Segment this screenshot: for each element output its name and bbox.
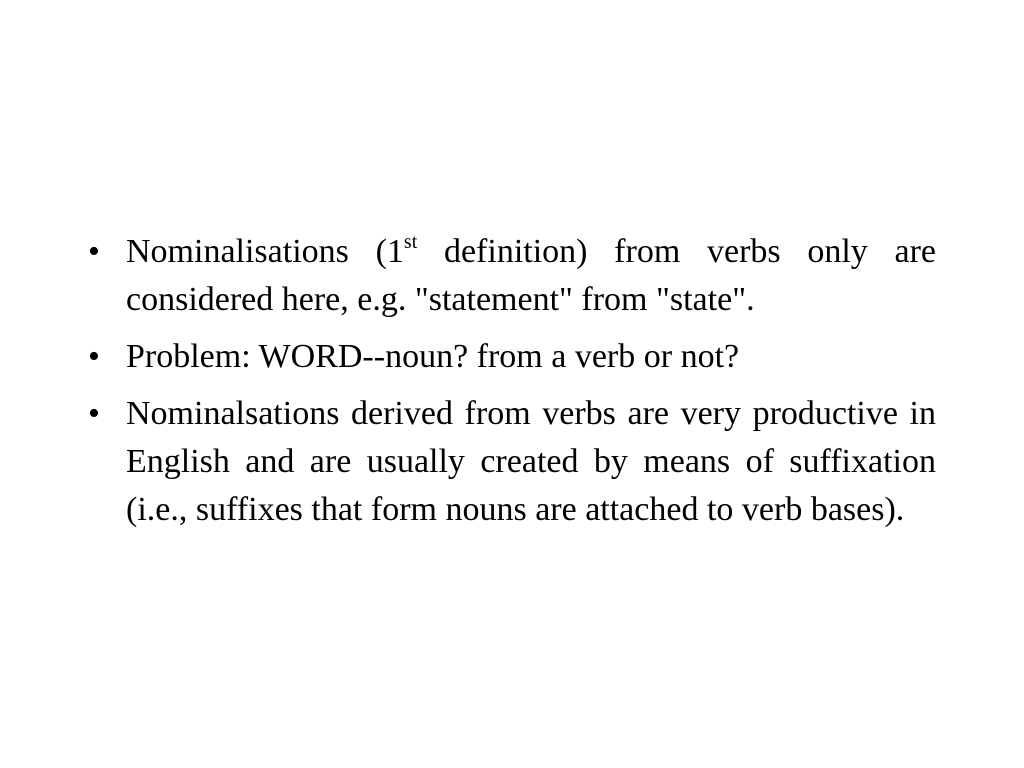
bullet-icon: •: [88, 338, 100, 375]
bullet-item-2: [88, 333, 936, 381]
bullet-item-1: [88, 228, 936, 324]
bullet-icon: •: [88, 233, 100, 270]
bullet-text-1: [126, 233, 936, 318]
bullet-text-1-part2: definition) from verbs only are considered here, e.g. "statement" from "state".: [126, 233, 936, 318]
ordinal-superscript: st: [403, 231, 418, 253]
bullet-text-2: Problem: WORD--noun? from a verb or not?: [126, 338, 740, 375]
bullet-text-3: Nominalsations derived from verbs are very productive in English and are usually created by means of suffixation (i.e., suffixes that form nouns are attached to verb bases).: [126, 395, 936, 528]
bullet-list: [88, 228, 936, 543]
bullet-text-1-part1: Nominalisations (1: [126, 233, 404, 270]
bullet-item-3: [88, 390, 936, 534]
bullet-icon: •: [88, 395, 100, 432]
